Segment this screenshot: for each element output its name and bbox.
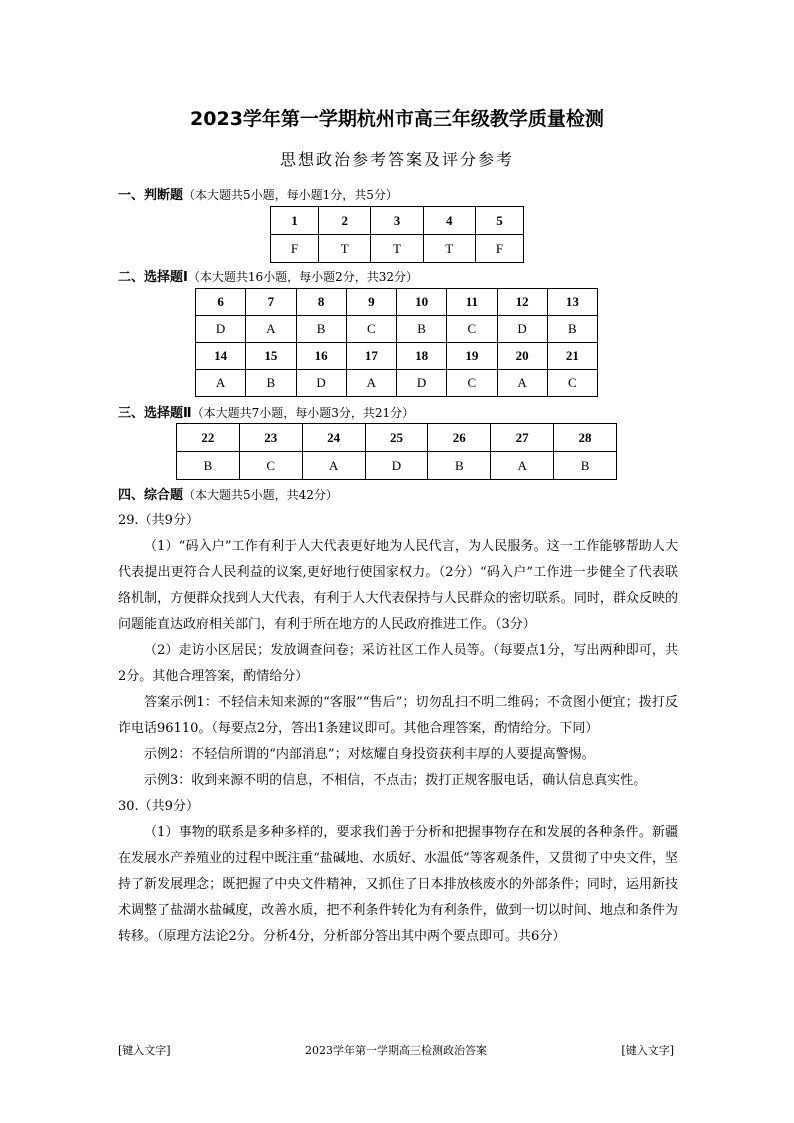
question-number: 5 <box>475 207 523 235</box>
section-note: （本大题共5小题，每小题1分，共5分） <box>183 188 398 202</box>
question-number: 6 <box>196 289 246 316</box>
section-note: （本大题共7小题，每小题3分，共21分） <box>191 406 415 420</box>
answer-cell: D <box>296 370 346 397</box>
section-note: （本大题共5小题，共42分） <box>183 488 338 502</box>
answer-cell: B <box>428 452 491 480</box>
answer-cell: B <box>547 316 597 343</box>
answer-cell: D <box>397 370 447 397</box>
question-number: 18 <box>397 343 447 370</box>
answer-cell: D <box>196 316 246 343</box>
question-number: 28 <box>554 424 617 452</box>
answer-cell: C <box>239 452 302 480</box>
answer-cell: B <box>177 452 240 480</box>
answer-cell: D <box>365 452 428 480</box>
footer-left: [键入文字] <box>118 1044 171 1057</box>
answer-example-1: 答案示例1：不轻信未知来源的“客服”“售后”；切勿乱扫不明二维码；不贪图小便宜；拨打反诈电话96110。（每要点2分，答出1条建议即可。其他合理答案，酌情给分。下同） <box>118 695 678 736</box>
question-30-part-1: （1）事物的联系是多种多样的，要求我们善于分析和把握事物存在和发展的各种条件。新疆在发展水产养殖业的过程中既注重“盐碱地、水质好、水温低”等客观条件，又贯彻了中央文件，坚持了新发展理念；既把握了中央文件精神，又抓住了日本排放核废水的外部条件；同时，运用新技术调整了盐湖水盐碱度，改善水质，把不利条件转化为有利条件，做到一切以时间、地点和条件为转移。（原理方法论2分。分析4分，分析部分答出其中两个要点即可。共6分） <box>118 825 678 944</box>
section-choice-2 <box>118 402 414 421</box>
answer-cell: A <box>246 316 296 343</box>
answer-cell: F <box>271 235 319 263</box>
question-number: 19 <box>447 343 497 370</box>
question-number: 21 <box>547 343 597 370</box>
answer-cell: A <box>302 452 365 480</box>
answer-body <box>118 508 678 950</box>
question-number: 22 <box>177 424 240 452</box>
question-number: 25 <box>365 424 428 452</box>
section-heading: 三、选择题Ⅱ <box>118 406 192 421</box>
answer-cell: B <box>246 370 296 397</box>
question-number: 14 <box>196 343 246 370</box>
question-number: 9 <box>346 289 396 316</box>
section-heading: 二、选择题Ⅰ <box>118 270 188 285</box>
section-heading: 四、综合题 <box>118 488 184 503</box>
answer-cell: C <box>547 370 597 397</box>
question-29-part-2: （2）走访小区居民；发放调查问卷；采访社区工作人员等。（每要点1分，写出两种即可，共2分。其他合理答案，酌情给分） <box>118 643 678 684</box>
question-number: 7 <box>246 289 296 316</box>
footer-right: [键入文字] <box>621 1044 674 1057</box>
answer-cell: C <box>447 316 497 343</box>
answer-cell: A <box>196 370 246 397</box>
section-choice-1 <box>118 266 418 285</box>
question-number: 16 <box>296 343 346 370</box>
question-number: 15 <box>246 343 296 370</box>
question-number: 12 <box>497 289 547 316</box>
question-number: 8 <box>296 289 346 316</box>
choice-1-answer-table <box>195 288 598 397</box>
question-number: 24 <box>302 424 365 452</box>
judgment-answer-table <box>270 206 524 263</box>
question-number: 3 <box>371 207 423 235</box>
question-number: 2 <box>319 207 371 235</box>
footer-center: 2023学年第一学期高三检测政治答案 <box>305 1044 487 1057</box>
answer-cell: F <box>475 235 523 263</box>
page-subtitle: 思想政治参考答案及评分参考 <box>279 150 514 169</box>
page-footer <box>118 1042 674 1058</box>
answer-cell: T <box>423 235 475 263</box>
question-number: 17 <box>346 343 396 370</box>
question-number: 23 <box>239 424 302 452</box>
answer-cell: C <box>346 316 396 343</box>
answer-cell: A <box>497 370 547 397</box>
answer-cell: D <box>497 316 547 343</box>
question-number: 13 <box>547 289 597 316</box>
question-number: 27 <box>491 424 554 452</box>
answer-cell: A <box>491 452 554 480</box>
section-comprehensive <box>118 484 338 503</box>
question-29-header: 29.（共9分） <box>118 513 199 528</box>
section-note: （本大题共16小题，每小题2分，共32分） <box>187 270 419 284</box>
answer-example-3: 示例3：收到来源不明的信息，不相信，不点击；拨打正规客服电话，确认信息真实性。 <box>144 773 647 788</box>
question-30-header: 30.（共9分） <box>118 799 199 814</box>
section-heading: 一、判断题 <box>118 188 184 203</box>
answer-example-2: 示例2：不轻信所谓的“内部消息”；对炫耀自身投资获利丰厚的人要提高警惕。 <box>144 747 595 762</box>
question-number: 10 <box>397 289 447 316</box>
answer-cell: B <box>554 452 617 480</box>
answer-cell: T <box>319 235 371 263</box>
answer-cell: A <box>346 370 396 397</box>
question-number: 4 <box>423 207 475 235</box>
question-number: 11 <box>447 289 497 316</box>
answer-cell: B <box>296 316 346 343</box>
answer-cell: T <box>371 235 423 263</box>
question-29-part-1: （1）“码入户”工作有利于人大代表更好地为人民代言，为人民服务。这一工作能够帮助人大代表提出更符合人民利益的议案,更好地行使国家权力。（2分）“码入户”工作进一步健全了代表联络机制，方便群众找到人大代表，有利于人大代表保持与人民群众的密切联系。同时，群众反映的问题能直达政府相关部门，有利于所在地方的人民政府推进工作。（3分） <box>118 539 678 632</box>
question-number: 1 <box>271 207 319 235</box>
page-title: 2023学年第一学期杭州市高三年级教学质量检测 <box>190 108 604 130</box>
choice-2-answer-table <box>176 423 617 480</box>
question-number: 26 <box>428 424 491 452</box>
answer-cell: B <box>397 316 447 343</box>
question-number: 20 <box>497 343 547 370</box>
section-judgment <box>118 184 398 203</box>
answer-cell: C <box>447 370 497 397</box>
